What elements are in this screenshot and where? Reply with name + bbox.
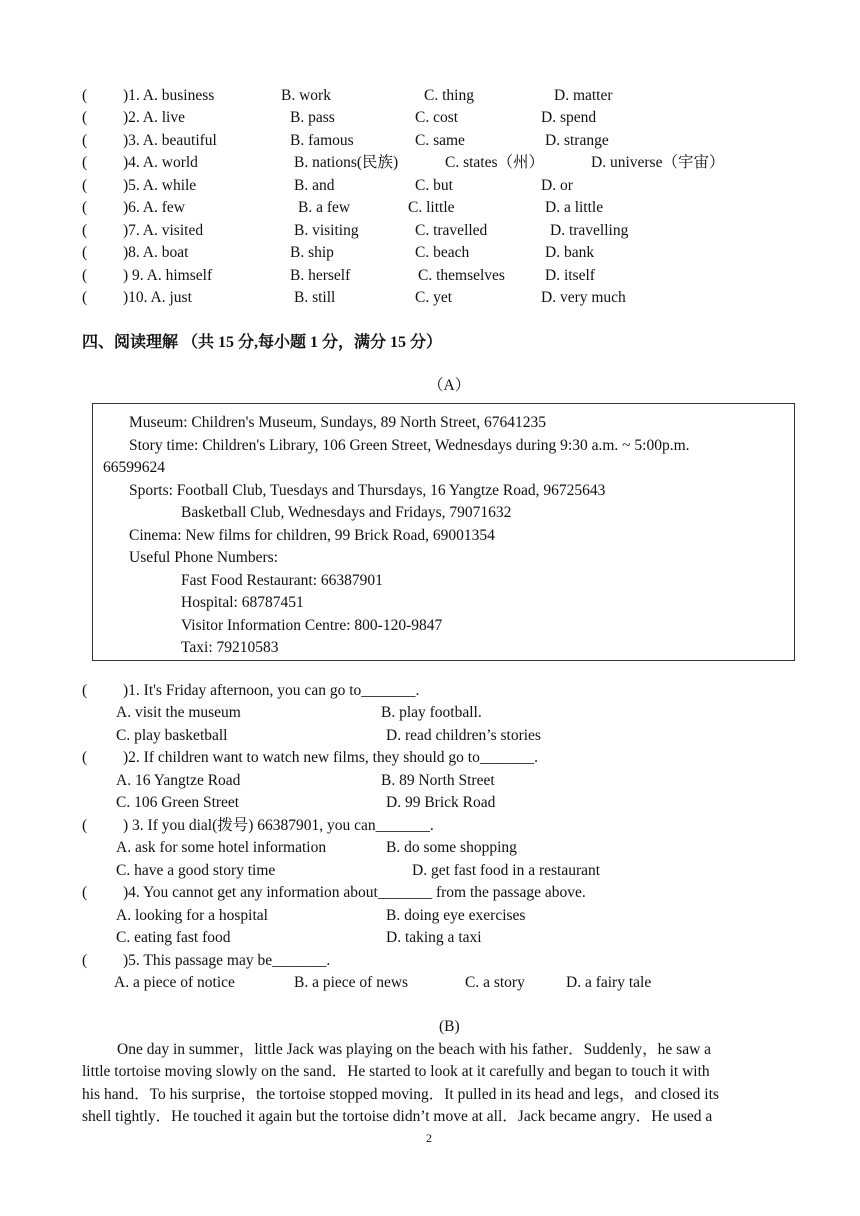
answer-paren: ( <box>82 132 88 149</box>
question-5: )5. This passage may be_______. <box>123 952 331 969</box>
q3-option-b: B. do some shopping <box>386 839 517 856</box>
q5-option-a: A. a piece of notice <box>114 974 235 991</box>
option-c: C. same <box>415 132 465 149</box>
passage-a-label: （A） <box>428 377 471 394</box>
question-4: )4. You cannot get any information about_______ from the passage above. <box>123 884 586 901</box>
option-b: B. a few <box>298 199 351 216</box>
answer-paren: ( <box>82 952 88 969</box>
option-c: C. beach <box>415 244 470 261</box>
notice-fastfood: Fast Food Restaurant: 66387901 <box>181 572 383 589</box>
cloze-row <box>0 131 860 153</box>
option-d: D. spend <box>541 109 597 126</box>
question-2: )2. If children want to watch new films, they should go to_______. <box>123 749 538 766</box>
option-b: B. herself <box>290 267 351 284</box>
option-b: B. nations(民族) <box>294 154 399 171</box>
option-d: D. or <box>541 177 573 194</box>
notice-cinema: Cinema: New films for children, 99 Brick Road, 69001354 <box>129 527 495 544</box>
cloze-row <box>0 86 860 108</box>
q5-option-d: D. a fairy tale <box>566 974 652 991</box>
cloze-row <box>0 176 860 198</box>
q1-option-a: A. visit the museum <box>116 704 241 721</box>
answer-paren: ( <box>82 682 88 699</box>
cloze-row <box>0 243 860 265</box>
q2-option-a: A. 16 Yangtze Road <box>116 772 241 789</box>
answer-paren: ( <box>82 177 88 194</box>
q2-option-d: D. 99 Brick Road <box>386 794 496 811</box>
option-c: C. but <box>415 177 453 194</box>
passage-b-line: One day in summer，little Jack was playing on the beach with his father．Suddenly，he saw a <box>117 1041 712 1058</box>
option-a: )5. A. while <box>123 177 197 194</box>
cloze-row <box>0 288 860 310</box>
section-title: 四、阅读理解 （共 15 分,每小题 1 分，满分 15 分） <box>82 334 443 351</box>
option-a: )1. A. business <box>123 87 215 104</box>
q1-option-d: D. read children’s stories <box>386 727 541 744</box>
q5-option-b: B. a piece of news <box>294 974 409 991</box>
notice-taxi: Taxi: 79210583 <box>181 639 279 656</box>
cloze-row <box>0 266 860 288</box>
option-a: )4. A. world <box>123 154 198 171</box>
notice-story-line1: Story time: Children's Library, 106 Green Street, Wednesdays during 9:30 a.m. ~ 5:00p.m. <box>129 437 690 454</box>
page-number: 2 <box>426 1131 432 1145</box>
answer-paren: ( <box>82 267 88 284</box>
option-b: B. ship <box>290 244 334 261</box>
passage-b-label: (B) <box>439 1018 460 1035</box>
option-d: D. itself <box>545 267 595 284</box>
option-a: )2. A. live <box>123 109 185 126</box>
notice-museum: Museum: Children's Museum, Sundays, 89 North Street, 67641235 <box>129 414 546 431</box>
option-d: D. strange <box>545 132 609 149</box>
option-c: C. states（州） <box>445 154 545 171</box>
question-1: )1. It's Friday afternoon, you can go to_______. <box>123 682 420 699</box>
option-b: B. work <box>281 87 331 104</box>
answer-paren: ( <box>82 199 88 216</box>
notice-visitor-centre: Visitor Information Centre: 800-120-9847 <box>181 617 443 634</box>
q2-option-c: C. 106 Green Street <box>116 794 240 811</box>
option-a: )8. A. boat <box>123 244 189 261</box>
notice-useful-heading: Useful Phone Numbers: <box>129 549 278 566</box>
option-a: )10. A. just <box>123 289 192 306</box>
question-3: ) 3. If you dial(拨号) 66387901, you can_______. <box>123 817 434 834</box>
option-a: )6. A. few <box>123 199 185 216</box>
option-b: B. visiting <box>294 222 359 239</box>
notice-story-line2: 66599624 <box>103 459 165 476</box>
option-c: C. yet <box>415 289 453 306</box>
notice-hospital: Hospital: 68787451 <box>181 594 304 611</box>
passage-b-line: shell tightly．He touched it again but the tortoise didn’t move at all．Jack became angry．He used a <box>82 1108 713 1125</box>
option-b: B. still <box>294 289 336 306</box>
q2-option-b: B. 89 North Street <box>381 772 495 789</box>
option-d: D. travelling <box>550 222 629 239</box>
answer-paren: ( <box>82 222 88 239</box>
answer-paren: ( <box>82 154 88 171</box>
option-d: D. very much <box>541 289 626 306</box>
option-c: C. themselves <box>418 267 505 284</box>
option-b: B. and <box>294 177 335 194</box>
answer-paren: ( <box>82 87 88 104</box>
notice-sports-basketball: Basketball Club, Wednesdays and Fridays, 79071632 <box>181 504 512 521</box>
cloze-row <box>0 153 860 175</box>
notice-sports-football: Sports: Football Club, Tuesdays and Thursdays, 16 Yangtze Road, 96725643 <box>129 482 606 499</box>
q3-option-a: A. ask for some hotel information <box>116 839 327 856</box>
q3-option-d: D. get fast food in a restaurant <box>412 862 601 879</box>
answer-paren: ( <box>82 244 88 261</box>
passage-b-line: his hand．To his surprise，the tortoise stopped moving．It pulled in its head and legs，and closed its <box>82 1086 719 1103</box>
option-a: )3. A. beautiful <box>123 132 217 149</box>
option-a: ) 9. A. himself <box>123 267 213 284</box>
passage-b-line: little tortoise moving slowly on the sand．He started to look at it carefully and began to touch it with <box>82 1063 710 1080</box>
cloze-row <box>0 221 860 243</box>
cloze-row <box>0 108 860 130</box>
option-d: D. matter <box>554 87 613 104</box>
answer-paren: ( <box>82 817 88 834</box>
option-c: C. travelled <box>415 222 488 239</box>
q1-option-c: C. play basketball <box>116 727 228 744</box>
option-b: B. famous <box>290 132 354 149</box>
q4-option-c: C. eating fast food <box>116 929 231 946</box>
option-d: D. universe（宇宙） <box>591 154 725 171</box>
answer-paren: ( <box>82 749 88 766</box>
option-c: C. little <box>408 199 455 216</box>
option-d: D. a little <box>545 199 604 216</box>
q1-option-b: B. play football. <box>381 704 482 721</box>
q4-option-a: A. looking for a hospital <box>116 907 268 924</box>
answer-paren: ( <box>82 289 88 306</box>
option-c: C. cost <box>415 109 459 126</box>
option-a: )7. A. visited <box>123 222 204 239</box>
option-d: D. bank <box>545 244 595 261</box>
answer-paren: ( <box>82 109 88 126</box>
q4-option-b: B. doing eye exercises <box>386 907 526 924</box>
q5-option-c: C. a story <box>465 974 525 991</box>
cloze-row <box>0 198 860 220</box>
q3-option-c: C. have a good story time <box>116 862 276 879</box>
option-b: B. pass <box>290 109 335 126</box>
q4-option-d: D. taking a taxi <box>386 929 482 946</box>
option-c: C. thing <box>424 87 474 104</box>
answer-paren: ( <box>82 884 88 901</box>
